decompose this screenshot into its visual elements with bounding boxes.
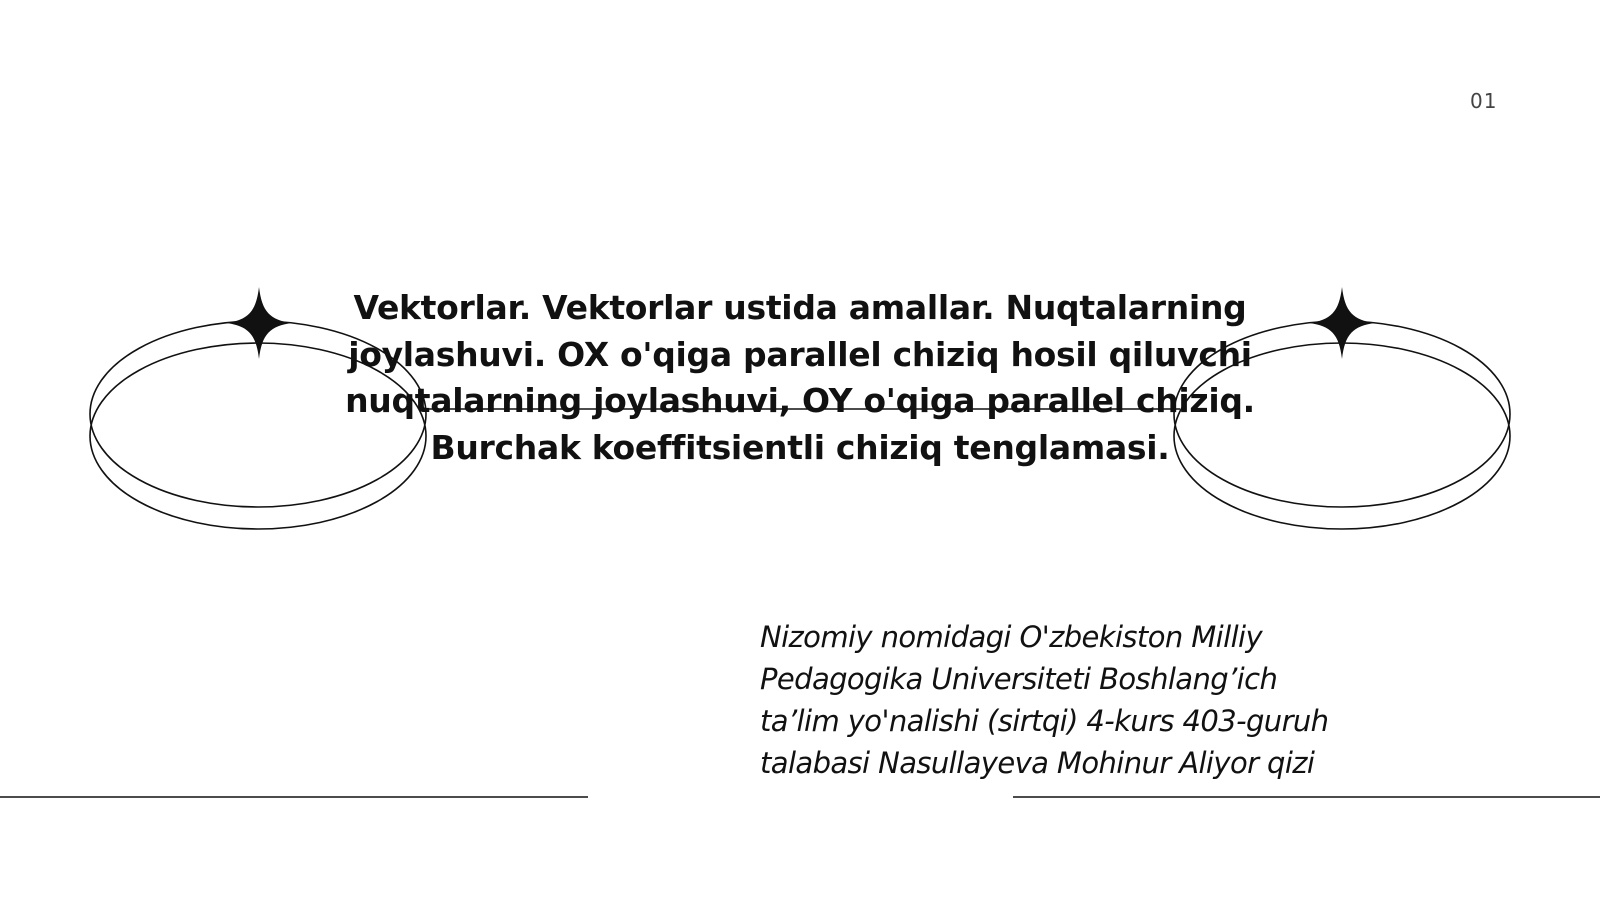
right-sparkle-icon [1309, 287, 1375, 359]
left-sparkle-icon [226, 287, 292, 359]
page-number: 01 [1470, 89, 1498, 113]
slide-title: Vektorlar. Vektorlar ustida amallar. Nuqtalarning joylashuvi. OX o'qiga parallel chiziq hosil qiluvchi nuqtalarning joylashuvi, OY o'qiga parallel chiziq. Burchak koeffitsientli chiziq tenglamasi. [345, 288, 1255, 467]
author-info: Nizomiy nomidagi O'zbekiston Milliy Pedagogika Universiteti Boshlang’ich ta’lim yo'nalishi (sirtqi) 4-kurs 403-guruh talabasi Nasullayeva Mohinur Aliyor qizi [760, 620, 1329, 780]
